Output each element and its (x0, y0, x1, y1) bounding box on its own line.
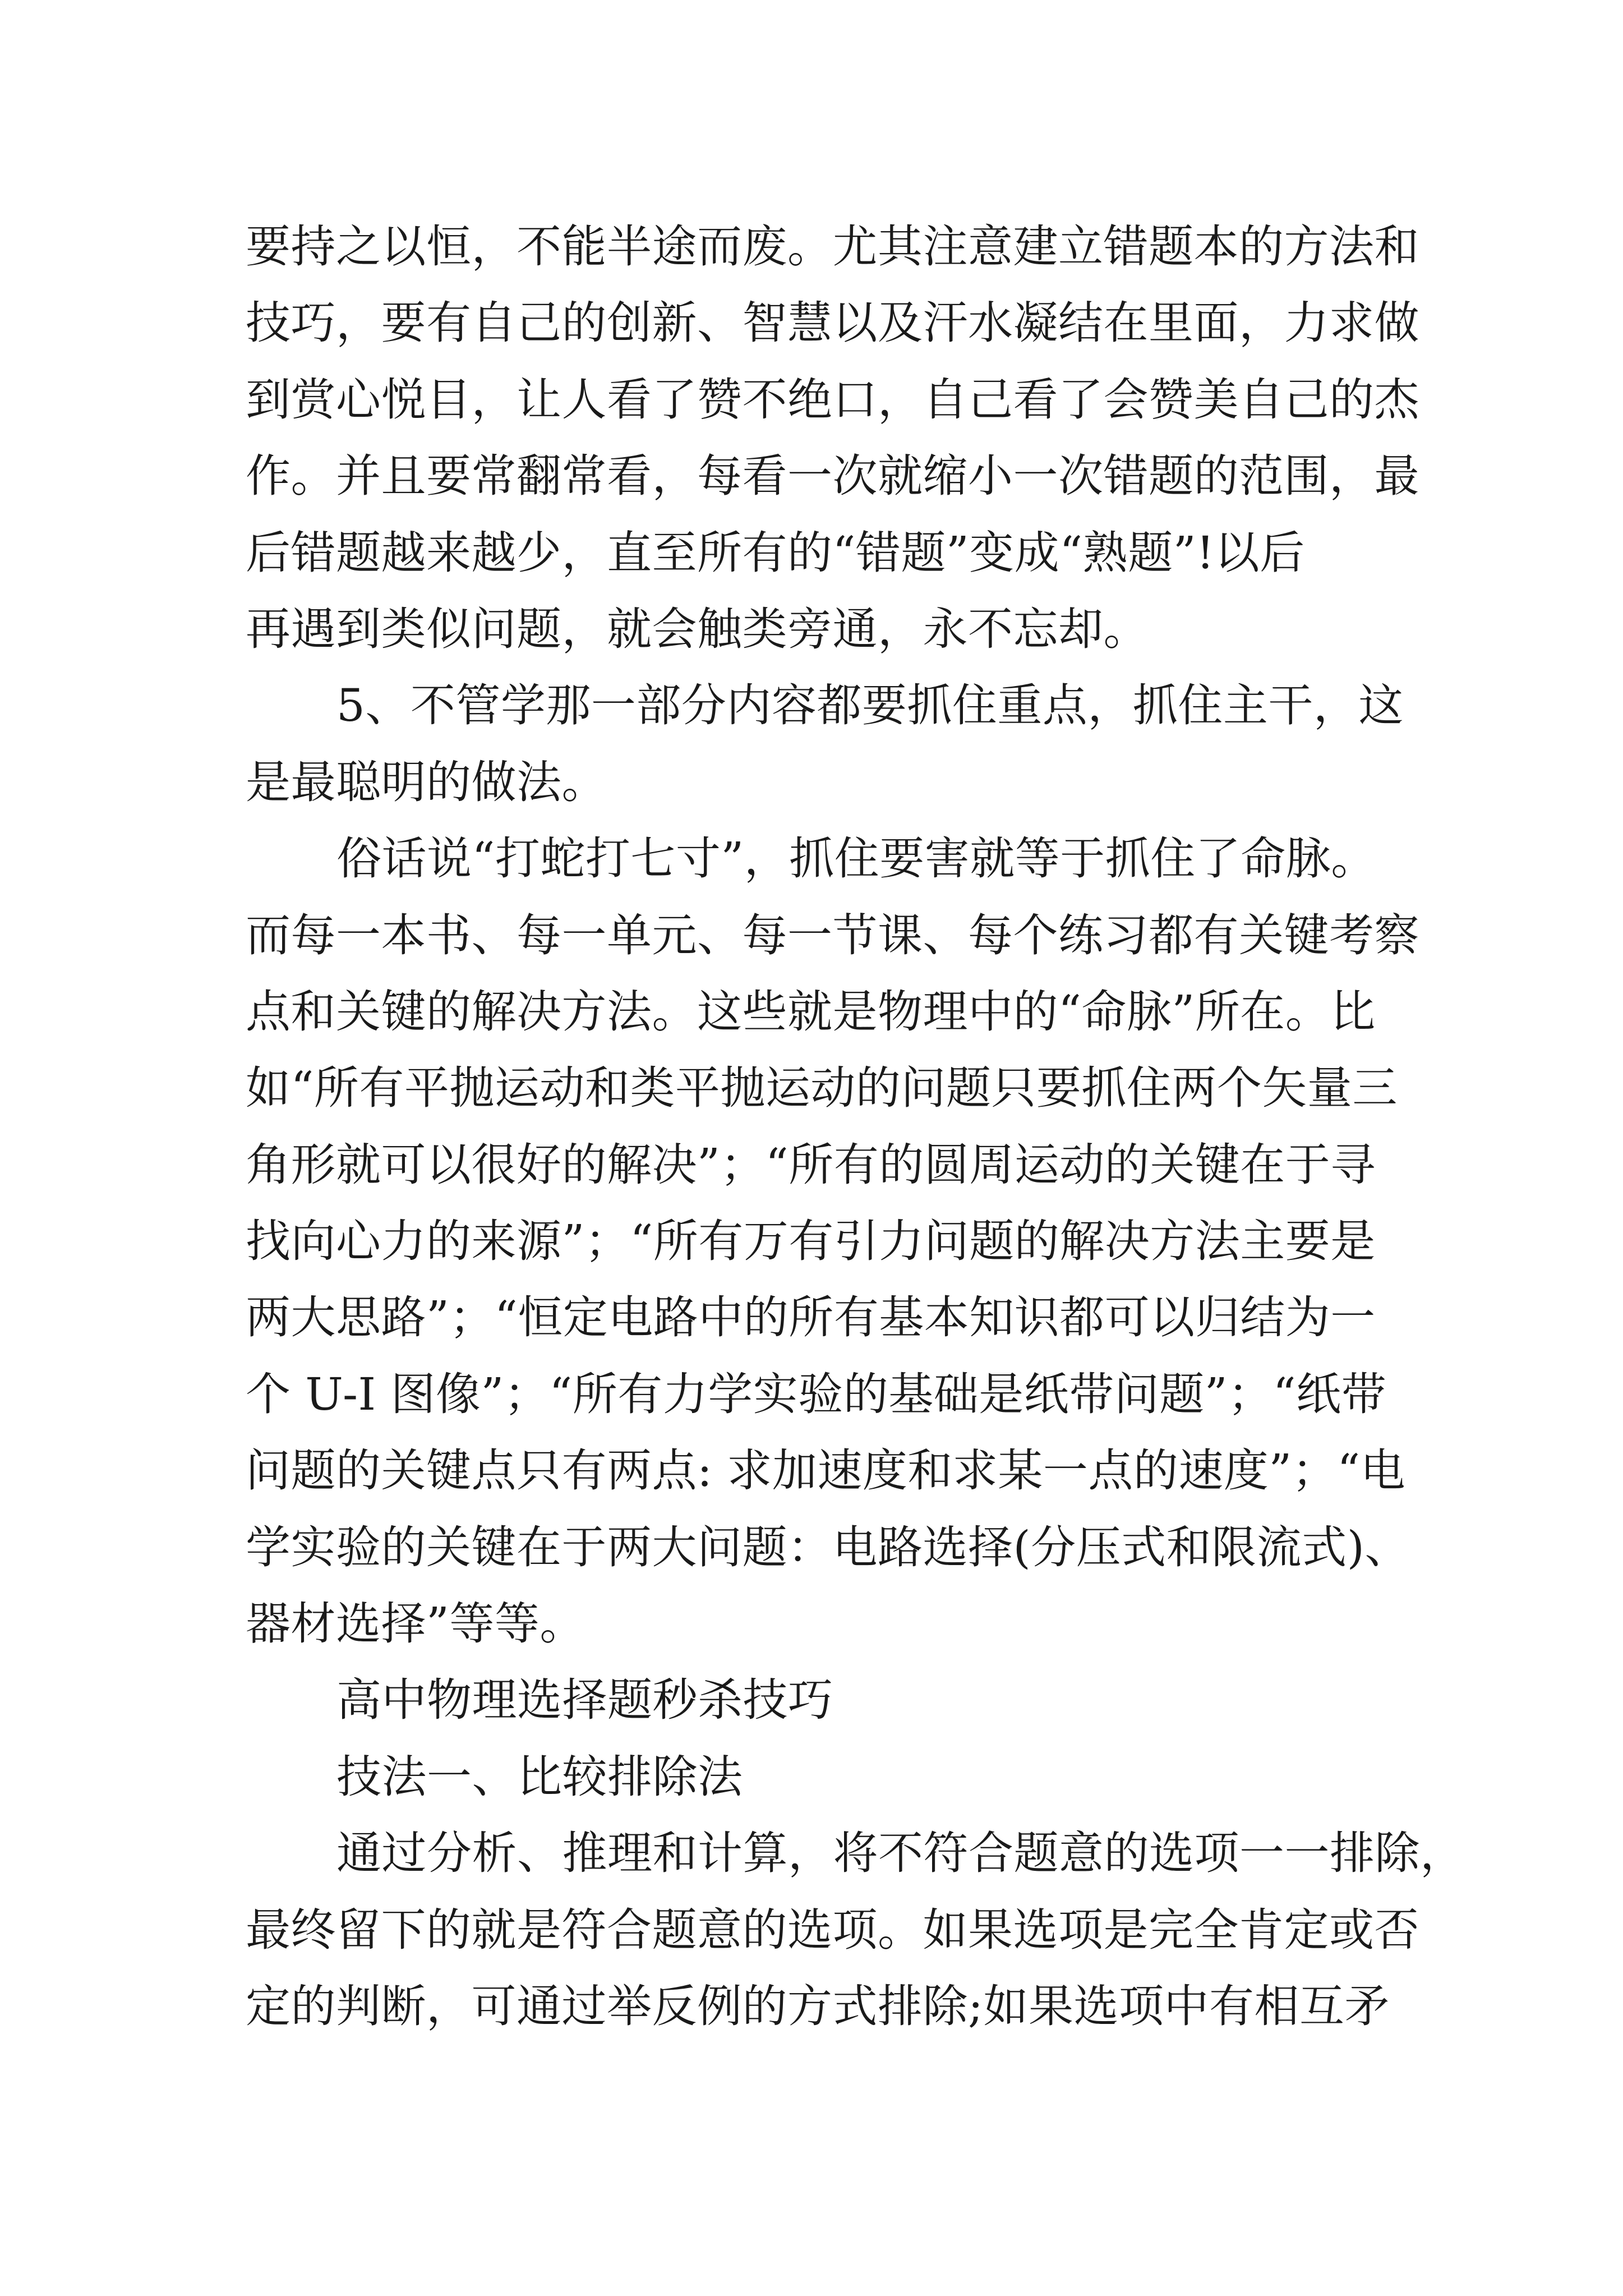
text-line: 高中物理选择题秒杀技巧 (336, 1674, 833, 1727)
text-line: 最终留下的就是符合题意的选项。如果选项是完全肯定或否 (246, 1903, 1419, 1956)
body-text (246, 209, 1465, 2045)
text-line: 问题的关键点只有两点: 求加速度和求某一点的速度”；“电 (246, 1444, 1406, 1497)
text-line: 个 U-I 图像”；“所有力学实验的基础是纸带问题”；“纸带 (246, 1368, 1387, 1420)
text-line: 是最聪明的做法。 (246, 756, 607, 808)
text-line: 5、不管学那一部分内容都要抓住重点，抓住主干，这 (336, 679, 1404, 732)
text-line: 器材选择”等等。 (246, 1598, 585, 1650)
text-line: 定的判断，可通过举反例的方式排除;如果选项中有相互矛 (246, 1980, 1390, 2032)
text-line: 到赏心悦目，让人看了赞不绝口，自己看了会赞美自己的杰 (246, 373, 1419, 426)
text-line: 找向心力的来源”；“所有万有引力问题的解决方法主要是 (246, 1215, 1376, 1268)
text-line: 而每一本书、每一单元、每一节课、每个练习都有关键考察 (246, 909, 1419, 961)
text-line: 再遇到类似问题，就会触类旁通，永不忘却。 (246, 602, 1149, 655)
text-line: 后错题越来越少，直至所有的“错题”变成“熟题”!以后 (246, 526, 1305, 579)
text-line: 作。并且要常翻常看，每看一次就缩小一次错题的范围，最 (246, 450, 1419, 503)
text-line: 角形就可以很好的解决”；“所有的圆周运动的关键在于寻 (246, 1138, 1376, 1191)
text-line: 点和关键的解决方法。这些就是物理中的“命脉”所在。比 (246, 985, 1376, 1038)
text-line: 技巧，要有自己的创新、智慧以及汗水凝结在里面，力求做 (246, 297, 1419, 349)
text-line: 要持之以恒，不能半途而废。尤其注意建立错题本的方法和 (246, 220, 1419, 273)
text-line: 两大思路”；“恒定电路中的所有基本知识都可以归结为一 (246, 1291, 1376, 1344)
text-line: 俗话说“打蛇打七寸”，抓住要害就等于抓住了命脉。 (336, 832, 1376, 885)
text-line: 通过分析、推理和计算，将不符合题意的选项一一排除， (336, 1827, 1465, 1880)
text-line: 学实验的关键在于两大问题：电路选择(分压式和限流式)、 (246, 1521, 1410, 1573)
text-line: 技法一、比较排除法 (336, 1750, 743, 1803)
text-line: 如“所有平抛运动和类平抛运动的问题只要抓住两个矢量三 (246, 1062, 1398, 1115)
